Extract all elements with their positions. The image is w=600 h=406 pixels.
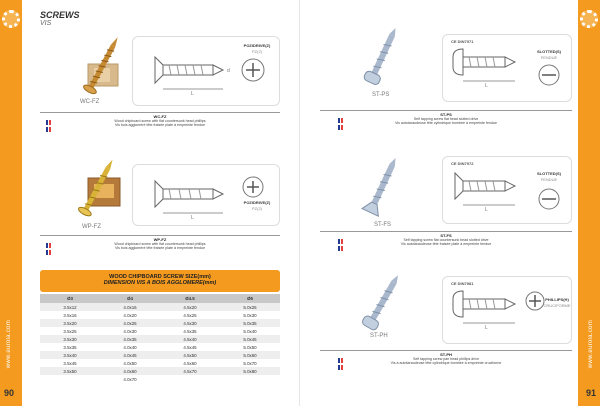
table-cell: 5.0x35 bbox=[243, 320, 257, 326]
table-header-row bbox=[40, 294, 280, 303]
table-cell: 4.5x30 bbox=[183, 320, 197, 326]
st-fs-drive-sub: FENDUE bbox=[540, 177, 558, 182]
wc-fz-info bbox=[40, 112, 280, 127]
table-cell: 4.0x16 bbox=[123, 304, 137, 310]
table-cell: 4.5x70 bbox=[183, 368, 197, 374]
right-page bbox=[300, 0, 600, 406]
fr-flag-icon bbox=[46, 127, 51, 132]
st-ps-code: ST-PS bbox=[372, 92, 390, 98]
table-cell: 4.0x45 bbox=[123, 352, 137, 358]
table-cell: 5.0x30 bbox=[243, 312, 257, 318]
svg-text:d: d bbox=[227, 68, 230, 74]
fr-flag-icon bbox=[46, 250, 51, 255]
right-page-number: 91 bbox=[585, 388, 596, 398]
st-ps-desc-fr: Vis autotaraudeuse tête cylindrique bombée à empreinte fendue bbox=[394, 121, 498, 125]
table-cell: 4.0x70 bbox=[123, 376, 137, 382]
table-cell: 5.0x25 bbox=[243, 304, 257, 310]
svg-text:L: L bbox=[485, 207, 488, 213]
table-cell: 4.0x40 bbox=[123, 344, 137, 350]
table-cell: 5.0x60 bbox=[243, 352, 257, 358]
left-page-number: 90 bbox=[4, 388, 15, 398]
svg-text:L: L bbox=[191, 91, 194, 97]
uk-flag-icon bbox=[46, 243, 51, 248]
fr-flag-icon bbox=[338, 125, 343, 130]
wp-fz-divider bbox=[40, 235, 280, 236]
table-cell: 5.0x50 bbox=[243, 344, 257, 350]
st-ps-screw-photo bbox=[352, 20, 412, 94]
wp-fz-code: WP-FZ bbox=[82, 224, 101, 230]
wp-fz-drive-title: POZIDRIVE(Z) bbox=[243, 200, 271, 205]
table-row bbox=[40, 311, 280, 319]
table-row bbox=[40, 351, 280, 359]
uk-flag-icon bbox=[338, 358, 343, 363]
uk-flag-icon bbox=[338, 239, 343, 244]
table-row bbox=[40, 359, 280, 367]
table-header-cell: Ø3 bbox=[67, 296, 73, 301]
table-cell: 4.5x35 bbox=[183, 328, 197, 334]
st-ps-drive-title: SLOTTED(S) bbox=[537, 49, 561, 54]
st-ph-info bbox=[320, 350, 572, 365]
table-row bbox=[40, 343, 280, 351]
table-cell: 4.5x60 bbox=[183, 360, 197, 366]
st-fs-desc-fr: Vis autotaraudeuse tête fraisée plate à empreinte fendue bbox=[400, 242, 492, 246]
wp-fz-technical-drawing bbox=[133, 165, 279, 225]
st-ph-drive-title: PHILLIPS(H) bbox=[545, 297, 569, 302]
wc-fz-desc-fr: Vis bois aggloméré tête fraisée plate à empreinte fendue bbox=[114, 123, 206, 127]
table-row bbox=[40, 367, 280, 375]
wp-fz-name: WP-FZ bbox=[153, 237, 167, 242]
size-table-title-fr: DIMENSION VIS A BOIS AGGLOMERE(mm) bbox=[103, 280, 217, 286]
wc-fz-drive-sub: PZ(2) bbox=[252, 49, 262, 54]
table-row bbox=[40, 375, 280, 383]
table-cell: 4.5x50 bbox=[183, 352, 197, 358]
st-ph-desc-en: Self tapping screw pan head phillips drive bbox=[412, 357, 480, 361]
uk-flag-icon bbox=[46, 120, 51, 125]
st-fs-divider bbox=[320, 231, 572, 232]
wp-fz-info bbox=[40, 235, 280, 250]
st-ps-drive-sub: FENDUE bbox=[540, 55, 558, 60]
table-cell: 4.0x30 bbox=[123, 328, 137, 334]
st-fs-ce-din: CE DIN7972 bbox=[451, 161, 474, 166]
st-ps-desc-en: Self tapping screw flat head slotted drive bbox=[413, 117, 479, 121]
table-cell: 4.0x60 bbox=[123, 368, 137, 374]
uk-flag-icon bbox=[338, 118, 343, 123]
wp-fz-desc-fr: Vis bois aggloméré tête fraisée plate à empreinte fendue bbox=[114, 246, 206, 250]
table-cell: 5.0x70 bbox=[243, 360, 257, 366]
table-cell: 4.0x50 bbox=[123, 360, 137, 366]
wp-fz-diagram bbox=[132, 164, 280, 226]
st-fs-diagram bbox=[442, 156, 572, 224]
table-cell: 3.5x25 bbox=[63, 328, 77, 334]
table-cell: 3.5x12 bbox=[63, 304, 77, 310]
table-header-cell: Ø4 bbox=[127, 296, 133, 301]
size-table-title-en: WOOD CHIPBOARD SCREW SIZE(mm) bbox=[109, 274, 211, 280]
table-row bbox=[40, 319, 280, 327]
table-cell: 4.0x20 bbox=[123, 312, 137, 318]
table-cell: 3.5x45 bbox=[63, 360, 77, 366]
gear-logo-icon bbox=[580, 10, 598, 28]
table-row bbox=[40, 327, 280, 335]
st-ph-name: ST-PH bbox=[440, 352, 452, 357]
st-ph-technical-drawing bbox=[443, 277, 571, 343]
st-ps-name: ST-PS bbox=[440, 112, 452, 117]
wc-fz-divider bbox=[40, 112, 280, 113]
left-website: www.eurola.com bbox=[6, 320, 12, 369]
table-cell: 4.5x45 bbox=[183, 344, 197, 350]
wp-fz-screw-photo bbox=[64, 148, 136, 224]
table-cell: 4.0x35 bbox=[123, 336, 137, 342]
st-fs-drive-title: SLOTTED(S) bbox=[537, 171, 561, 176]
wp-fz-drive-sub: PZ(2) bbox=[252, 206, 262, 211]
section-subtitle: VIS bbox=[40, 20, 52, 27]
st-ph-drive-sub: CRUCIFORME bbox=[543, 303, 571, 308]
svg-text:L: L bbox=[191, 215, 194, 221]
size-table-banner bbox=[40, 270, 280, 292]
table-header-cell: Ø5 bbox=[247, 296, 253, 301]
table-cell: 5.0x80 bbox=[243, 368, 257, 374]
st-ph-diagram bbox=[442, 276, 572, 344]
table-cell: 3.5x30 bbox=[63, 336, 77, 342]
table-header-cell: Ø4.5 bbox=[185, 296, 195, 301]
st-ph-desc-fr: Vis à autotaraudeuse tête cylindrique bombée à empreinte cruciforme bbox=[390, 361, 502, 365]
st-ph-divider bbox=[320, 350, 572, 351]
st-fs-desc-en: Self tapping screw flat countersunk head slotted drive bbox=[403, 238, 489, 242]
st-fs-technical-drawing bbox=[443, 157, 571, 223]
st-ph-screw-photo bbox=[352, 270, 412, 336]
section-title: SCREWS bbox=[40, 10, 80, 20]
st-ph-code: ST-PH bbox=[370, 333, 388, 339]
fr-flag-icon bbox=[338, 246, 343, 251]
svg-text:L: L bbox=[485, 83, 488, 89]
table-row bbox=[40, 335, 280, 343]
table-cell: 4.5x25 bbox=[183, 312, 197, 318]
right-website: www.eurola.com bbox=[588, 320, 594, 369]
table-cell: 4.5x40 bbox=[183, 336, 197, 342]
wc-fz-desc-en: Wood chipboard screw with flat countersunk head phillips bbox=[114, 119, 206, 123]
st-fs-info bbox=[320, 231, 572, 246]
size-table bbox=[40, 294, 280, 383]
wc-fz-code: WC-FZ bbox=[80, 99, 100, 105]
st-ps-diagram bbox=[442, 34, 572, 102]
table-cell: 3.5x16 bbox=[63, 312, 77, 318]
st-fs-code: ST-FS bbox=[374, 222, 392, 228]
gear-logo-icon bbox=[2, 10, 20, 28]
st-ph-ce-din: CE DIN7981 bbox=[451, 281, 474, 286]
st-ps-info bbox=[320, 110, 572, 125]
table-cell: 3.5x50 bbox=[63, 368, 77, 374]
table-cell: 4.5x20 bbox=[183, 304, 197, 310]
st-ps-ce-din: CE DIN7971 bbox=[451, 39, 474, 44]
wc-fz-drive-title: POZIDRIVE(Z) bbox=[243, 43, 271, 48]
table-cell: 5.0x40 bbox=[243, 328, 257, 334]
table-cell: 5.0x45 bbox=[243, 336, 257, 342]
table-cell: 4.0x25 bbox=[123, 320, 137, 326]
wp-fz-desc-en: Wood chipboard screw with flat countersunk head phillips bbox=[114, 242, 206, 246]
st-ps-technical-drawing bbox=[443, 35, 571, 101]
wc-fz-name: WC-FZ bbox=[153, 114, 167, 119]
st-fs-screw-photo bbox=[352, 150, 412, 224]
st-ps-divider bbox=[320, 110, 572, 111]
wc-fz-screw-photo bbox=[68, 24, 140, 100]
table-cell: 3.5x35 bbox=[63, 344, 77, 350]
svg-text:L: L bbox=[485, 325, 488, 331]
wc-fz-diagram bbox=[132, 36, 280, 106]
fr-flag-icon bbox=[338, 365, 343, 370]
table-cell: 3.5x40 bbox=[63, 352, 77, 358]
table-row bbox=[40, 303, 280, 311]
table-cell: 3.5x20 bbox=[63, 320, 77, 326]
st-fs-name: ST-FS bbox=[440, 233, 452, 238]
